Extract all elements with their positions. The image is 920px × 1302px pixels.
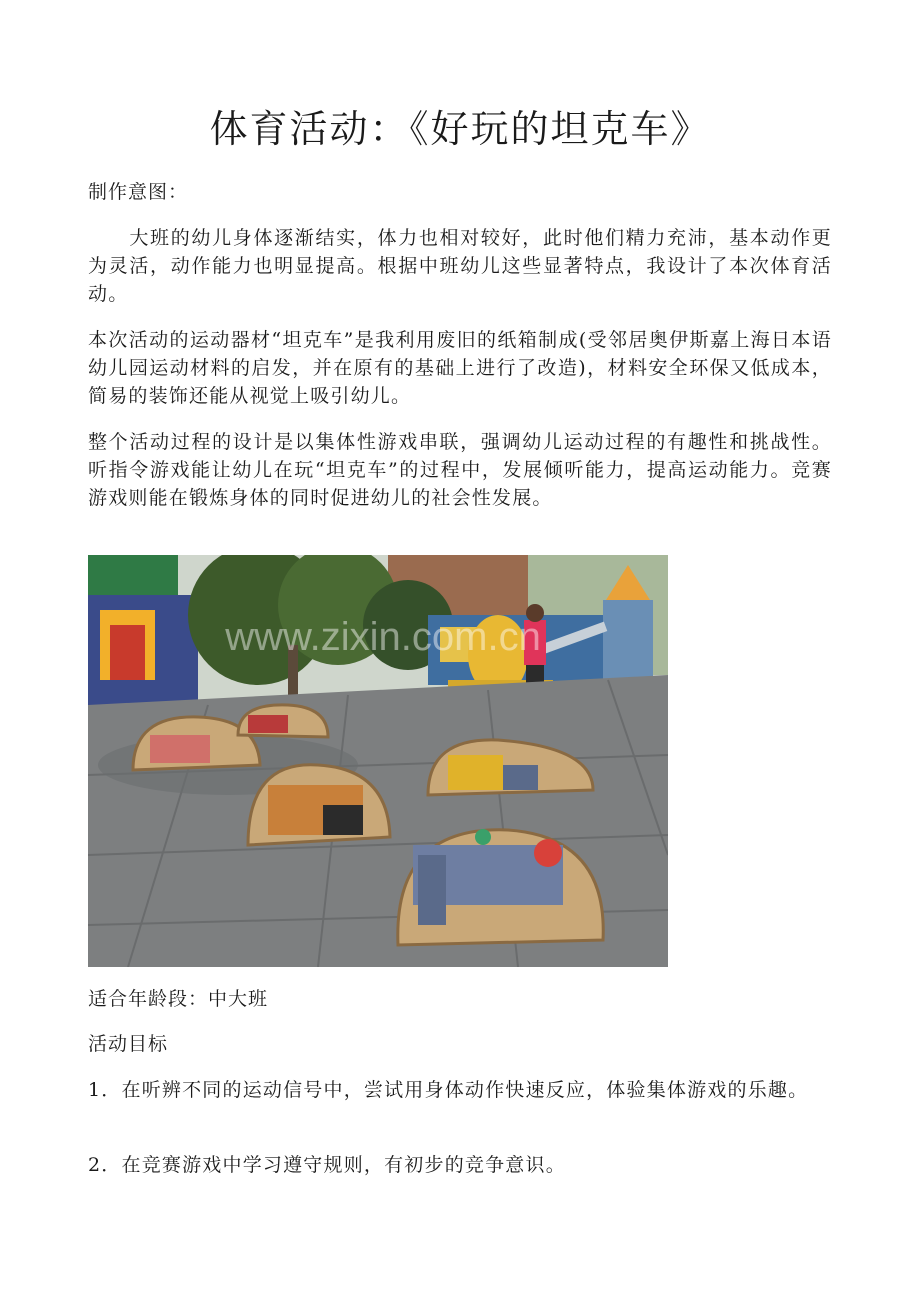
goal-item-1: 1．在听辨不同的运动信号中，尝试用身体动作快速反应，体验集体游戏的乐趣。 [88, 1079, 809, 1101]
goal-item-2: 2．在竞赛游戏中学习遵守规则，有初步的竞争意识。 [88, 1154, 566, 1176]
intent-label: 制作意图： [88, 181, 189, 203]
activity-photo [88, 555, 668, 967]
photo-watermark: www.zixin.com.cn [225, 615, 541, 659]
paragraph-2: 本次活动的运动器材“坦克车”是我利用废旧的纸箱制成(受邻居奥伊斯嘉上海日本语幼儿园运动材料的启发，并在原有的基础上进行了改造)，材料安全环保又低成本，简易的装饰还能从视觉上吸引幼儿。 [88, 329, 832, 407]
page-title: 体育活动：《好玩的坦克车》 [209, 107, 711, 151]
age-range: 适合年龄段：中大班 [88, 988, 269, 1010]
paragraph-1: 大班的幼儿身体逐渐结实，体力也相对较好，此时他们精力充沛，基本动作更为灵活，动作能力也明显提高。根据中班幼儿这些显著特点，我设计了本次体育活动。 [88, 227, 832, 305]
goals-heading: 活动目标 [88, 1033, 169, 1055]
paragraph-3: 整个活动过程的设计是以集体性游戏串联，强调幼儿运动过程的有趣性和挑战性。听指令游戏能让幼儿在玩“坦克车”的过程中，发展倾听能力，提高运动能力。竞赛游戏则能在锻炼身体的同时促进幼儿的社会性发展。 [88, 431, 832, 509]
